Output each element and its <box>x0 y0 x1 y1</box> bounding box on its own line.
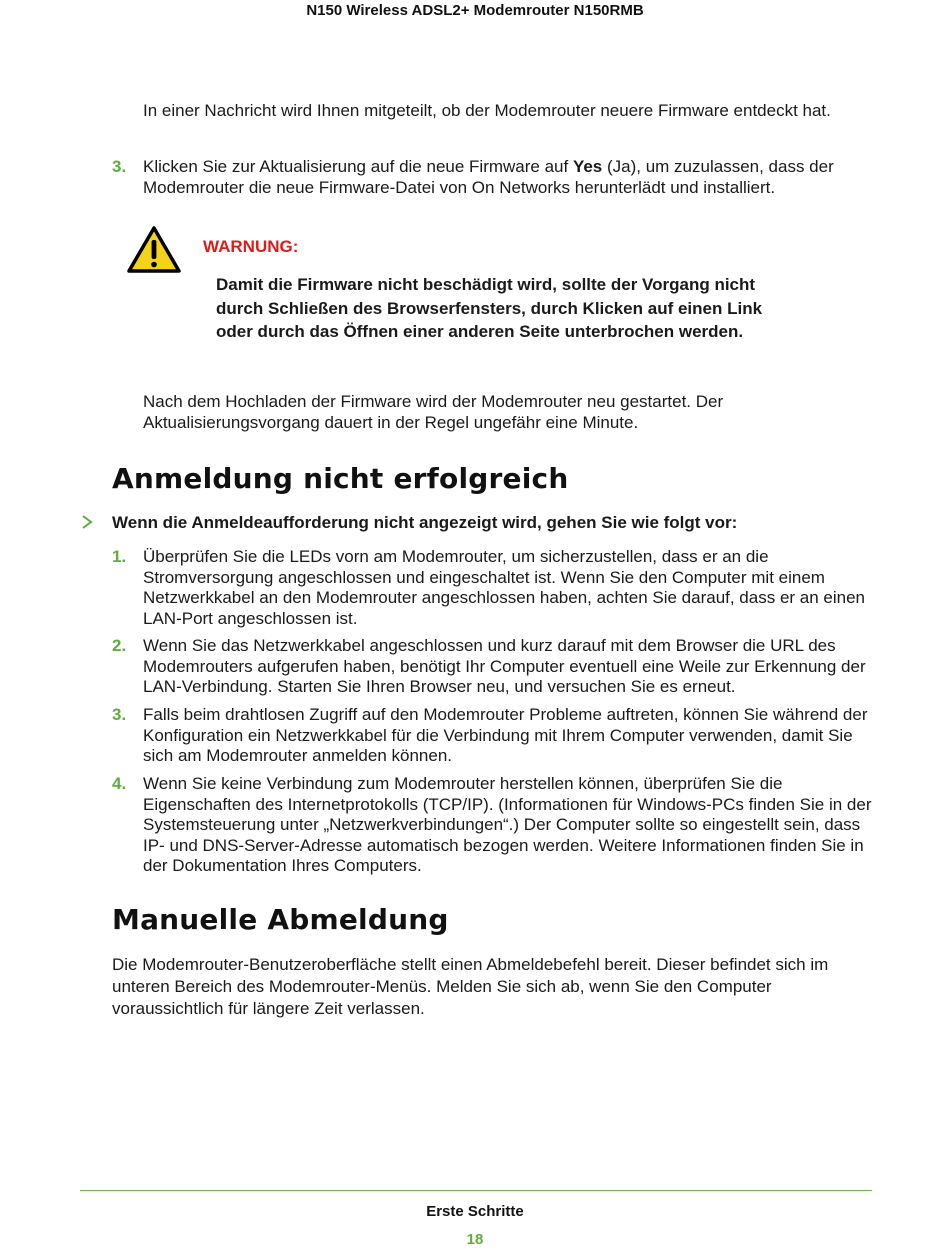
step-text-part: (Ja), um zuzulassen, dass der Modemrouter die neue Firmware-Datei von On Networks herunterlädt und installiert. <box>143 157 834 197</box>
section-heading-login-failed: Anmeldung nicht erfolgreich <box>112 462 569 495</box>
intro-paragraph: In einer Nachricht wird Ihnen mitgeteilt, ob der Modemrouter neuere Firmware entdeckt hat. <box>143 101 831 120</box>
warning-body: Damit die Firmware nicht beschädigt wird, sollte der Vorgang nicht durch Schließen des Browserfensters, durch Klicken auf einen Link oder durch das Öffnen einer anderen Seite unterbrochen werden. <box>216 275 763 341</box>
list-item: Überprüfen Sie die LEDs vorn am Modemrouter, um sicherzustellen, dass er an die Stromversorgung angeschlossen und eingeschaltet ist. Wenn Sie den Computer mit einem Netzwerkkabel an den Modemrouter angeschlossen haben, achten Sie darauf, dass er an einen LAN-Port angeschlossen ist. <box>143 547 866 628</box>
step-text <box>143 157 888 198</box>
after-warning-paragraph: Nach dem Hochladen der Firmware wird der Modemrouter neu gestartet. Der Aktualisierungsvorgang dauert in der Regel ungefähr eine Minute. <box>143 392 724 432</box>
list-item: Wenn Sie das Netzwerkkabel angeschlossen und kurz darauf mit dem Browser die URL des Modemrouters aufgerufen haben, benötigt Ihr Computer eventuell eine Weile zur Erkennung der LAN-Verbindung. Starten Sie Ihren Browser neu, und versuchen Sie es erneut. <box>143 636 866 696</box>
step-text-part: Klicken Sie zur Aktualisierung auf die neue Firmware auf <box>143 157 573 176</box>
yes-label: Yes <box>572 157 603 176</box>
list-item-number: 2. <box>112 636 127 655</box>
warning-triangle-icon <box>126 225 182 275</box>
logout-paragraph: Die Modemrouter-Benutzeroberfläche stellt einen Abmeldebefehl bereit. Dieser befindet sich im unteren Bereich des Modemrouter-Menüs. Melden Sie sich ab, wenn Sie den Computer voraussichtlich für längere Zeit verlassen. <box>112 955 829 1018</box>
list-item-number: 4. <box>112 774 127 793</box>
procedure-title: Wenn die Anmeldeaufforderung nicht angezeigt wird, gehen Sie wie folgt vor: <box>112 513 738 532</box>
chevron-right-icon <box>80 514 94 530</box>
list-item: Wenn Sie keine Verbindung zum Modemrouter herstellen können, überprüfen Sie die Eigenschaften des Internetprotokolls (TCP/IP). (Informationen für Windows-PCs finden Sie in der Systemsteuerung unter „Netzwerkverbindungen“.) Der Computer sollte so eingestellt sein, dass IP- und DNS-Server-Adresse automatisch bezogen werden. Weitere Informationen finden Sie in der Dokumentation Ihres Computers. <box>143 774 872 875</box>
list-item-number: 3. <box>112 705 127 724</box>
page-number: 18 <box>466 1231 484 1248</box>
footer-divider <box>80 1190 872 1191</box>
footer-chapter-title: Erste Schritte <box>426 1203 524 1220</box>
section-heading-manual-logout: Manuelle Abmeldung <box>112 903 449 936</box>
list-item-number: 1. <box>112 547 127 566</box>
warning-title: WARNUNG: <box>203 237 299 256</box>
step-number: 3. <box>112 157 127 176</box>
page-header: N150 Wireless ADSL2+ Modemrouter N150RMB <box>306 2 644 19</box>
list-item: Falls beim drahtlosen Zugriff auf den Modemrouter Probleme auftreten, können Sie während der Konfiguration ein Netzwerkkabel für die Verbindung mit Ihrem Computer verwenden, damit Sie sich am Modemrouter anmelden können. <box>143 705 868 765</box>
